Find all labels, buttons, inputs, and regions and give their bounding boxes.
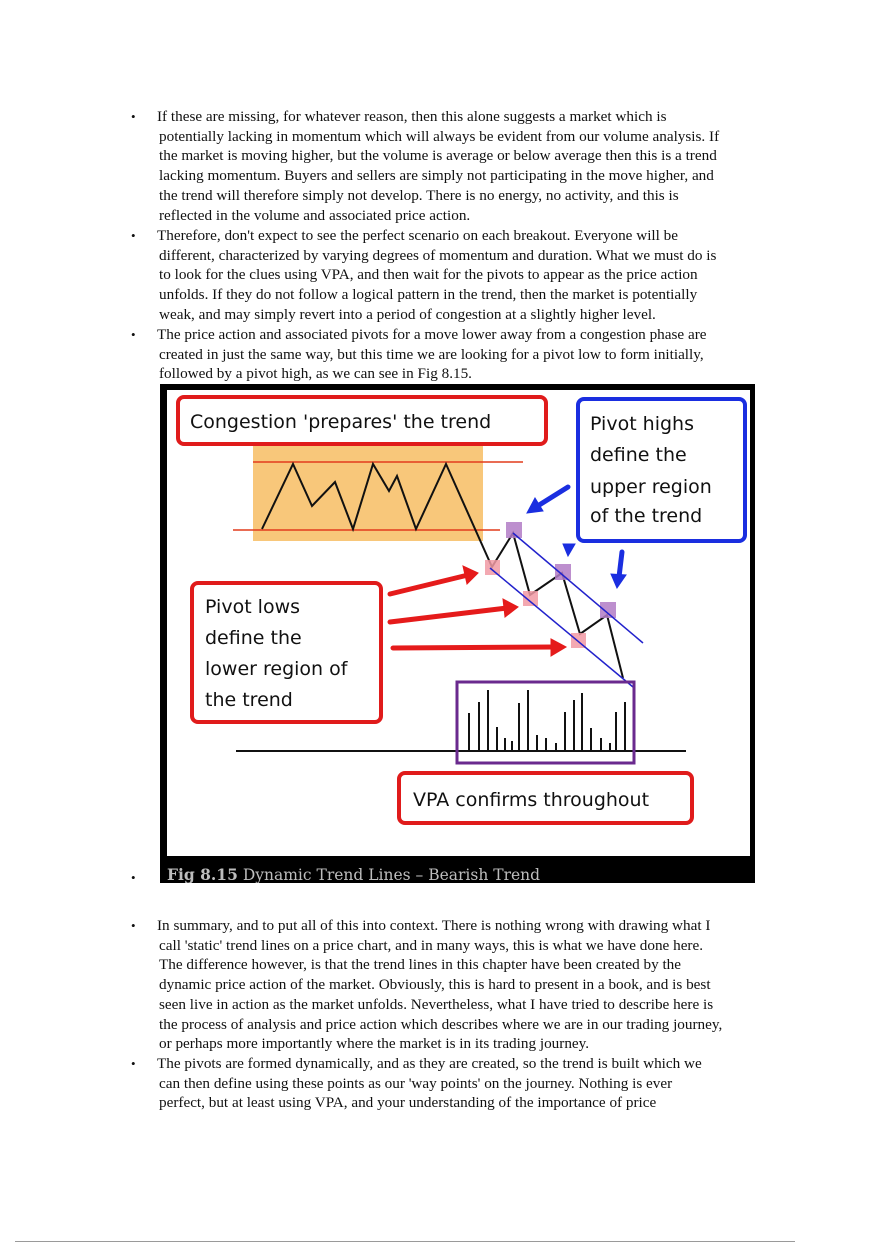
bullet-icon: • [131, 327, 136, 342]
paragraph-line: can then define using these points as our 'way points' on the journey. Nothing is ever [159, 1074, 673, 1092]
pivot-low-marker [523, 591, 538, 606]
page-footer-rule [15, 1241, 795, 1242]
paragraph-line: The difference however, is that the trend lines in this chapter have been created by the [159, 956, 682, 974]
label-vpa: VPA confirms throughout [413, 789, 650, 811]
caption-number: Fig 8.15 [167, 865, 238, 883]
arrow-icon [619, 552, 622, 577]
caption-text: Dynamic Trend Lines – Bearish Trend [242, 866, 541, 883]
bullet-icon: • [131, 918, 136, 933]
paragraph-line: followed by a pivot high, as we can see in Fig 8.15. [159, 365, 472, 383]
figure-caption [167, 865, 540, 883]
bullet-icon: • [131, 1056, 136, 1071]
paragraph-line: potentially lacking in momentum which will always be evident from our volume analysis. If [159, 127, 720, 145]
label-lows-line: Pivot lows [205, 596, 301, 618]
paragraph-line: The price action and associated pivots for a move lower away from a congestion phase are [157, 326, 707, 343]
paragraph-line: the process of analysis and price action which describes where we are in our trading journey, [159, 1015, 723, 1033]
paragraph-line: created in just the same way, but this time we are looking for a pivot low to form initially, [159, 345, 704, 363]
pivot-high-marker [506, 522, 522, 538]
label-highs-line: define the [590, 444, 687, 466]
congestion-zone [253, 444, 483, 541]
bullet-icon: • [131, 109, 136, 124]
paragraph-line: dynamic price action of the market. Obviously, this is hard to present in a book, and is best [159, 976, 711, 994]
label-lows-line: define the [205, 627, 302, 649]
label-highs-box [578, 399, 745, 541]
paragraph-line: reflected in the volume and associated price action. [159, 206, 471, 224]
label-vpa-box [399, 773, 692, 823]
paragraph-line: weak, and may simply revert into a period of congestion at a slightly higher level. [159, 305, 656, 323]
pivot-low-marker [485, 560, 500, 575]
paragraph-line: unfolds. If they do not follow a logical pattern in the trend, then the market is potentially [159, 286, 698, 304]
label-highs-line: upper region [590, 476, 712, 498]
bullet-icon: • [131, 228, 136, 243]
paragraph-line: different, characterized by varying degrees of momentum and duration. What we must do is [159, 246, 717, 264]
label-lows-box [192, 583, 381, 722]
pivot-high-marker [600, 602, 616, 618]
paragraph-line: the market is moving higher, but the volume is average or below average then this is a trend [159, 147, 717, 165]
paragraph-line: In summary, and to put all of this into context. There is nothing wrong with drawing what I [157, 917, 711, 934]
label-lows-line: lower region of [205, 658, 348, 680]
paragraph-line: perfect, but at least using VPA, and your understanding of the importance of price [159, 1094, 657, 1112]
paragraph-line: to look for the clues using VPA, and then wait for the pivots to appear as the price action [159, 266, 698, 284]
paragraph-line: seen live in action as the market unfolds. Nevertheless, what I have tried to describe here is [159, 995, 714, 1013]
figure-dynamic-trend-lines [160, 384, 755, 883]
paragraph-line: The pivots are formed dynamically, and as they are created, so the trend is built which we [157, 1055, 702, 1072]
paragraph-line: the trend will therefore simply not develop. There is no energy, no activity, and this is [159, 186, 679, 204]
paragraph-line: call 'static' trend lines on a price chart, and in many ways, this is what we have done here. [159, 936, 704, 954]
paragraph-line: or perhaps more importantly where the market is in its trading journey. [159, 1035, 590, 1053]
paragraph-line: Therefore, don't expect to see the perfect scenario on each breakout. Everyone will be [157, 227, 678, 244]
label-highs-line: of the trend [590, 505, 703, 527]
label-highs-line: Pivot highs [590, 413, 694, 435]
label-congestion-box [178, 397, 546, 444]
label-congestion: Congestion 'prepares' the trend [190, 411, 492, 433]
pivot-high-marker [555, 564, 571, 580]
paragraph-line: lacking momentum. Buyers and sellers are simply not participating in the move higher, and [159, 167, 714, 185]
label-lows-line: the trend [205, 689, 293, 711]
bullet-icon: • [131, 870, 136, 885]
arrow-icon [393, 647, 554, 648]
paragraph-line: If these are missing, for whatever reason, then this alone suggests a market which is [157, 108, 667, 125]
